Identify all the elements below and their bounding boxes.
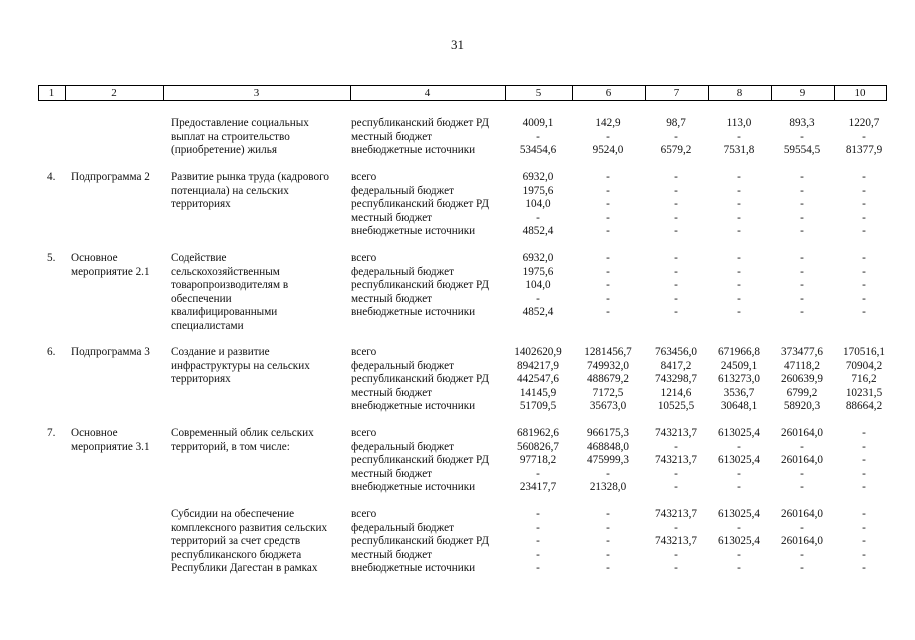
amount-cell: 743213,7: [655, 508, 697, 520]
amount-cell: -: [862, 225, 866, 237]
amount-cell: -: [862, 467, 866, 480]
program-description: Создание и развитие: [171, 346, 270, 358]
program-description: инфраструктуры на сельских: [171, 359, 310, 372]
program-description: территорий за счет средств: [171, 535, 301, 547]
amount-cell: -: [800, 481, 804, 493]
amount-cell: -: [536, 211, 540, 224]
header-cell-2: 2: [111, 87, 117, 99]
amount-cell: -: [737, 521, 741, 534]
amount-cell: -: [737, 211, 741, 224]
amount-cell: -: [800, 562, 804, 574]
amount-cell: 488679,2: [587, 373, 629, 385]
program-description: выплат на строительство: [171, 130, 290, 143]
amount-cell: -: [862, 171, 866, 183]
amount-cell: 671966,8: [718, 346, 760, 358]
amount-cell: -: [800, 440, 804, 453]
funding-source: всего: [351, 252, 377, 264]
program-description: сельскохозяйственным: [171, 265, 280, 278]
amount-cell: 51709,5: [519, 400, 557, 412]
amount-cell: -: [862, 292, 866, 305]
amount-cell: -: [606, 306, 610, 318]
amount-cell: -: [674, 265, 678, 278]
funding-source: федеральный бюджет: [351, 265, 454, 278]
amount-cell: 6932,0: [522, 252, 554, 264]
amount-cell: -: [862, 130, 866, 143]
amount-cell: -: [536, 508, 540, 520]
amount-cell: -: [737, 467, 741, 480]
amount-cell: -: [737, 225, 741, 237]
amount-cell: -: [674, 467, 678, 480]
amount-cell: 70904,2: [845, 359, 883, 372]
program-name: Подпрограмма 3: [71, 346, 150, 358]
amount-cell: -: [862, 265, 866, 278]
amount-cell: -: [862, 562, 866, 574]
amount-cell: -: [737, 306, 741, 318]
amount-cell: 260164,0: [781, 427, 823, 439]
amount-cell: -: [536, 292, 540, 305]
amount-cell: -: [800, 198, 804, 210]
amount-cell: 98,7: [666, 117, 686, 129]
amount-cell: -: [862, 252, 866, 264]
amount-cell: -: [674, 211, 678, 224]
amount-cell: -: [862, 211, 866, 224]
amount-cell: 104,0: [525, 198, 551, 210]
amount-cell: -: [862, 521, 866, 534]
funding-source: федеральный бюджет: [351, 359, 454, 372]
amount-cell: -: [862, 184, 866, 197]
amount-cell: 1975,6: [522, 184, 554, 197]
amount-cell: 613025,4: [718, 454, 760, 466]
page-number: 31: [451, 37, 464, 52]
amount-cell: -: [674, 184, 678, 197]
amount-cell: 442547,6: [517, 373, 559, 385]
amount-cell: 4852,4: [522, 225, 554, 237]
amount-cell: 894217,9: [517, 359, 559, 372]
amount-cell: -: [674, 306, 678, 318]
amount-cell: -: [737, 481, 741, 493]
amount-cell: -: [800, 211, 804, 224]
amount-cell: 10525,5: [657, 400, 695, 412]
amount-cell: -: [800, 306, 804, 318]
program-description: Развитие рынка труда (кадрового: [171, 171, 329, 183]
program-description: комплексного развития сельских: [171, 521, 328, 534]
amount-cell: -: [737, 198, 741, 210]
amount-cell: -: [800, 252, 804, 264]
amount-cell: -: [606, 279, 610, 291]
amount-cell: -: [536, 535, 540, 547]
amount-cell: -: [737, 279, 741, 291]
program-description: потенциала) на сельских: [171, 184, 289, 197]
amount-cell: -: [737, 171, 741, 183]
amount-cell: -: [800, 130, 804, 143]
program-name: мероприятие 2.1: [71, 265, 150, 278]
amount-cell: -: [674, 440, 678, 453]
amount-cell: -: [674, 562, 678, 574]
program-description: Республики Дагестан в рамках: [171, 562, 318, 574]
funding-source: местный бюджет: [351, 548, 433, 561]
amount-cell: 6799,2: [786, 386, 818, 399]
funding-source: всего: [351, 346, 377, 358]
amount-cell: 21328,0: [589, 481, 627, 493]
amount-cell: 743298,7: [655, 373, 697, 385]
amount-cell: -: [606, 130, 610, 143]
amount-cell: -: [737, 562, 741, 574]
amount-cell: -: [674, 548, 678, 561]
funding-source: местный бюджет: [351, 211, 433, 224]
amount-cell: 1214,6: [660, 386, 692, 399]
amount-cell: 260164,0: [781, 454, 823, 466]
program-description: (приобретение) жилья: [171, 144, 278, 156]
amount-cell: 3536,7: [723, 386, 755, 399]
funding-source: внебюджетные источники: [351, 562, 476, 574]
amount-cell: -: [536, 521, 540, 534]
amount-cell: -: [800, 521, 804, 534]
header-cell-4: 4: [424, 87, 431, 99]
amount-cell: -: [862, 279, 866, 291]
amount-cell: -: [606, 292, 610, 305]
amount-cell: -: [674, 279, 678, 291]
amount-cell: -: [862, 440, 866, 453]
amount-cell: 7531,8: [723, 144, 755, 156]
program-description: Современный облик сельских: [171, 427, 314, 439]
amount-cell: -: [606, 265, 610, 278]
amount-cell: 743213,7: [655, 427, 697, 439]
amount-cell: 142,9: [595, 117, 621, 129]
program-description: обеспечении: [171, 292, 232, 305]
program-description: Субсидии на обеспечение: [171, 508, 295, 520]
amount-cell: -: [606, 562, 610, 574]
amount-cell: 613025,4: [718, 535, 760, 547]
amount-cell: -: [862, 427, 866, 439]
amount-cell: -: [606, 184, 610, 197]
amount-cell: 260639,9: [781, 373, 823, 385]
item-number: 6.: [47, 346, 56, 358]
funding-source: всего: [351, 508, 377, 520]
amount-cell: 763456,0: [655, 346, 697, 358]
amount-cell: 1402620,9: [514, 346, 562, 358]
amount-cell: -: [606, 171, 610, 183]
amount-cell: -: [862, 548, 866, 561]
header-cell-3: 3: [253, 87, 260, 99]
amount-cell: 10231,5: [845, 386, 883, 399]
program-name: Основное: [71, 427, 118, 439]
amount-cell: 743213,7: [655, 454, 697, 466]
program-description: Содействие: [171, 252, 227, 264]
item-number: 5.: [47, 252, 56, 264]
amount-cell: -: [606, 508, 610, 520]
amount-cell: 1975,6: [522, 265, 554, 278]
program-description: территориях: [171, 198, 231, 210]
amount-cell: 613025,4: [718, 427, 760, 439]
funding-source: республиканский бюджет РД: [351, 535, 490, 547]
funding-source: внебюджетные источники: [351, 306, 476, 318]
amount-cell: -: [737, 440, 741, 453]
amount-cell: 8417,2: [660, 359, 692, 372]
amount-cell: -: [862, 306, 866, 318]
amount-cell: -: [536, 467, 540, 480]
amount-cell: -: [800, 467, 804, 480]
amount-cell: 4009,1: [522, 117, 554, 129]
funding-source: всего: [351, 427, 377, 439]
amount-cell: 613025,4: [718, 508, 760, 520]
amount-cell: -: [674, 521, 678, 534]
amount-cell: 88664,2: [845, 400, 883, 412]
funding-source: республиканский бюджет РД: [351, 454, 490, 466]
amount-cell: -: [674, 198, 678, 210]
amount-cell: 113,0: [726, 117, 752, 129]
header-cell-10: 10: [854, 87, 866, 99]
amount-cell: 6932,0: [522, 171, 554, 183]
amount-cell: -: [606, 548, 610, 561]
amount-cell: 58920,3: [783, 400, 821, 412]
funding-source: местный бюджет: [351, 467, 433, 480]
amount-cell: -: [674, 225, 678, 237]
amount-cell: 97718,2: [519, 454, 557, 466]
amount-cell: 24509,1: [720, 359, 758, 372]
amount-cell: -: [862, 481, 866, 493]
amount-cell: 260164,0: [781, 535, 823, 547]
amount-cell: 4852,4: [522, 306, 554, 318]
funding-source: республиканский бюджет РД: [351, 373, 490, 385]
funding-source: внебюджетные источники: [351, 144, 476, 156]
program-description: территорий, в том числе:: [171, 440, 290, 453]
amount-cell: -: [737, 292, 741, 305]
amount-cell: 613273,0: [718, 373, 760, 385]
amount-cell: 170516,1: [843, 346, 885, 358]
amount-cell: -: [606, 225, 610, 237]
amount-cell: -: [606, 521, 610, 534]
program-description: Предоставление социальных: [171, 117, 309, 129]
amount-cell: -: [536, 130, 540, 143]
amount-cell: 9524,0: [592, 144, 624, 156]
amount-cell: -: [800, 171, 804, 183]
amount-cell: 475999,3: [587, 454, 629, 466]
header-cell-1: 1: [48, 87, 55, 99]
amount-cell: 560826,7: [517, 440, 559, 453]
item-number: 4.: [47, 171, 56, 183]
funding-source: федеральный бюджет: [351, 184, 454, 197]
header-cell-5: 5: [535, 87, 542, 99]
amount-cell: 59554,5: [783, 144, 821, 156]
amount-cell: -: [862, 198, 866, 210]
funding-source: федеральный бюджет: [351, 440, 454, 453]
amount-cell: 743213,7: [655, 535, 697, 547]
program-description: республиканского бюджета: [171, 548, 302, 561]
amount-cell: 7172,5: [592, 386, 624, 399]
amount-cell: -: [606, 211, 610, 224]
amount-cell: -: [606, 198, 610, 210]
amount-cell: 373477,6: [781, 346, 823, 358]
amount-cell: 1220,7: [848, 117, 880, 129]
amount-cell: -: [800, 279, 804, 291]
amount-cell: 35673,0: [589, 400, 627, 412]
program-name: Основное: [71, 252, 118, 264]
amount-cell: -: [674, 130, 678, 143]
amount-cell: 260164,0: [781, 508, 823, 520]
program-description: квалифицированными: [171, 306, 278, 318]
header-cell-6: 6: [605, 87, 612, 99]
funding-source: всего: [351, 171, 377, 183]
amount-cell: 966175,3: [587, 427, 629, 439]
amount-cell: -: [800, 548, 804, 561]
amount-cell: -: [737, 130, 741, 143]
amount-cell: -: [737, 184, 741, 197]
amount-cell: -: [606, 535, 610, 547]
amount-cell: 681962,6: [517, 427, 559, 439]
amount-cell: -: [800, 292, 804, 305]
amount-cell: -: [800, 225, 804, 237]
funding-source: местный бюджет: [351, 130, 433, 143]
item-number: 7.: [47, 427, 56, 439]
amount-cell: 47118,2: [784, 359, 820, 372]
amount-cell: -: [674, 252, 678, 264]
amount-cell: 81377,9: [845, 144, 883, 156]
funding-source: республиканский бюджет РД: [351, 198, 490, 210]
amount-cell: -: [862, 535, 866, 547]
header-cell-8: 8: [736, 87, 743, 99]
header-cell-7: 7: [673, 87, 680, 99]
program-name: Подпрограмма 2: [71, 171, 150, 183]
amount-cell: -: [674, 292, 678, 305]
amount-cell: -: [536, 548, 540, 561]
amount-cell: -: [862, 508, 866, 520]
funding-source: внебюджетные источники: [351, 400, 476, 412]
program-description: товаропроизводителям в: [171, 279, 289, 291]
amount-cell: -: [606, 252, 610, 264]
amount-cell: -: [800, 184, 804, 197]
funding-source: федеральный бюджет: [351, 521, 454, 534]
amount-cell: -: [737, 548, 741, 561]
header-cell-9: 9: [799, 87, 806, 99]
amount-cell: 749932,0: [587, 359, 629, 372]
amount-cell: -: [606, 467, 610, 480]
program-description: территориях: [171, 373, 231, 385]
amount-cell: 53454,6: [519, 144, 557, 156]
funding-source: внебюджетные источники: [351, 481, 476, 493]
amount-cell: -: [674, 481, 678, 493]
amount-cell: 6579,2: [660, 144, 692, 156]
program-description: специалистами: [171, 319, 244, 332]
amount-cell: 23417,7: [519, 481, 557, 493]
funding-source: республиканский бюджет РД: [351, 279, 490, 291]
funding-source: местный бюджет: [351, 292, 433, 305]
amount-cell: 30648,1: [720, 400, 758, 412]
amount-cell: -: [737, 265, 741, 278]
program-name: мероприятие 3.1: [71, 440, 150, 453]
amount-cell: 1281456,7: [584, 346, 632, 358]
amount-cell: 716,2: [851, 373, 877, 385]
amount-cell: -: [536, 562, 540, 574]
amount-cell: -: [674, 171, 678, 183]
funding-source: внебюджетные источники: [351, 225, 476, 237]
amount-cell: -: [737, 252, 741, 264]
amount-cell: 893,3: [789, 117, 815, 129]
funding-source: местный бюджет: [351, 386, 433, 399]
amount-cell: -: [800, 265, 804, 278]
amount-cell: 104,0: [525, 279, 551, 291]
amount-cell: 14145,9: [519, 386, 557, 399]
funding-source: республиканский бюджет РД: [351, 117, 490, 129]
amount-cell: 468848,0: [587, 440, 629, 453]
amount-cell: -: [862, 454, 866, 466]
